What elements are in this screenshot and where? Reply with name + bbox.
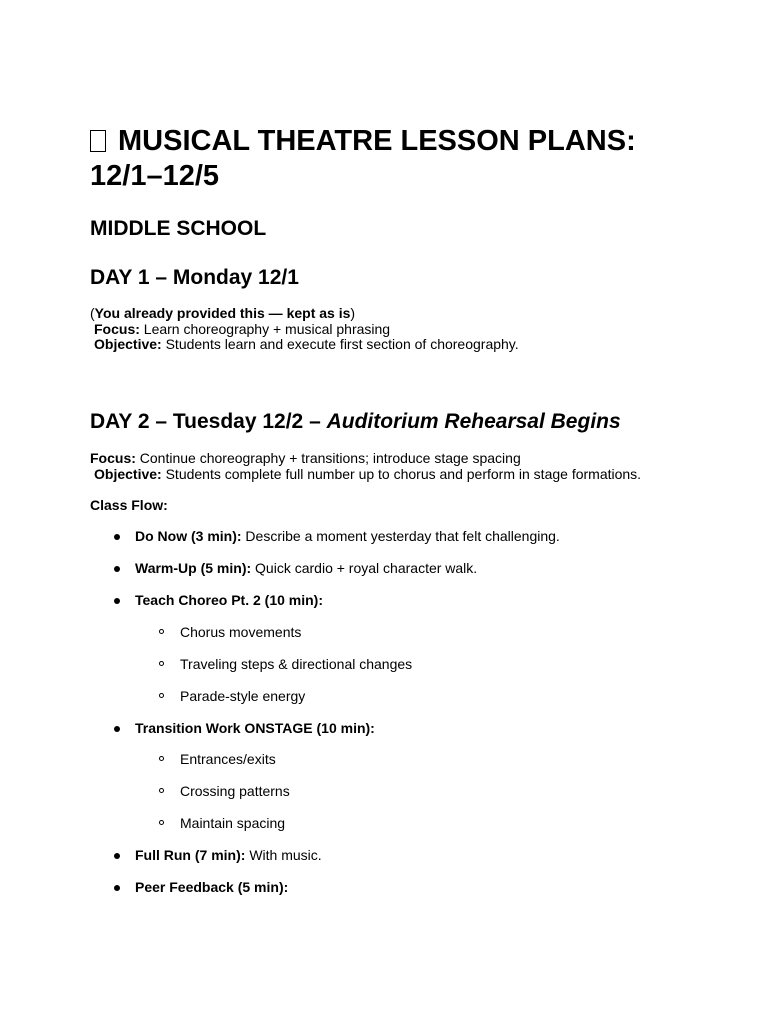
day2-heading-italic: Auditorium Rehearsal Begins xyxy=(326,410,621,433)
day1-objective-text: Students learn and execute first section of choreography. xyxy=(161,336,519,352)
hollow-bullet-icon xyxy=(159,693,164,698)
hollow-bullet-icon xyxy=(159,756,164,761)
hollow-bullet-icon xyxy=(159,788,164,793)
bullet-icon xyxy=(114,566,120,572)
day2-heading xyxy=(90,409,621,435)
list-item-detail: Quick cardio + royal character walk. xyxy=(251,560,478,576)
day1-heading: DAY 1 – Monday 12/1 xyxy=(90,266,299,289)
day1-objective xyxy=(94,336,519,352)
list-item-detail: With music. xyxy=(245,847,322,863)
sub-list-item-text: Crossing patterns xyxy=(180,783,290,799)
bullet-icon xyxy=(114,598,120,604)
sub-list-item-text: Parade-style energy xyxy=(180,688,306,704)
day2-heading-plain: DAY 2 – Tuesday 12/2 – xyxy=(90,410,327,433)
list-item-text xyxy=(135,720,375,736)
day1-note xyxy=(90,305,355,321)
day2-objective xyxy=(94,466,641,482)
list-item-label: Do Now (3 min): xyxy=(135,528,242,544)
bullet-icon xyxy=(114,534,120,540)
day1-note-close: ) xyxy=(350,305,356,321)
list-item-text xyxy=(135,592,323,608)
page-title xyxy=(90,124,700,194)
bullet-icon xyxy=(114,853,120,859)
day1-focus xyxy=(94,321,390,337)
day1-objective-label: Objective: xyxy=(94,336,162,352)
day1-focus-text: Learn choreography + musical phrasing xyxy=(139,321,391,337)
list-item-label: Full Run (7 min): xyxy=(135,847,246,863)
class-flow-label-text: Class Flow: xyxy=(90,497,168,513)
sub-list-item-text: Maintain spacing xyxy=(180,815,286,831)
day1-note-bold: You already provided this — kept as is xyxy=(94,305,351,321)
day2-objective-text: Students complete full number up to chorus and perform in stage formations. xyxy=(161,466,642,482)
day2-focus-text: Continue choreography + transitions; introduce stage spacing xyxy=(135,450,521,466)
list-item-label: Transition Work ONSTAGE (10 min): xyxy=(135,720,375,736)
title-line-1: MUSICAL THEATRE LESSON PLANS: xyxy=(118,125,636,157)
sub-list-item-text: Entrances/exits xyxy=(180,751,276,767)
hollow-bullet-icon xyxy=(159,629,164,634)
list-item-text xyxy=(135,879,288,895)
day2-focus xyxy=(90,450,521,466)
list-item-detail: Describe a moment yesterday that felt challenging. xyxy=(241,528,560,544)
day1-focus-label: Focus: xyxy=(94,321,140,337)
sub-list-item-text: Chorus movements xyxy=(180,624,302,640)
list-item-label: Warm-Up (5 min): xyxy=(135,560,252,576)
hollow-bullet-icon xyxy=(159,661,164,666)
day2-objective-label: Objective: xyxy=(94,466,162,482)
bullet-icon xyxy=(114,726,120,732)
list-item-text xyxy=(135,528,560,544)
section-heading: MIDDLE SCHOOL xyxy=(90,217,267,240)
list-item-label: Teach Choreo Pt. 2 (10 min): xyxy=(135,592,323,608)
title-line-2: 12/1–12/5 xyxy=(90,160,220,192)
hollow-bullet-icon xyxy=(159,820,164,825)
list-item-text xyxy=(135,847,322,863)
unrendered-glyph-icon xyxy=(90,130,106,152)
class-flow-label xyxy=(90,497,168,513)
day2-focus-label: Focus: xyxy=(90,450,136,466)
list-item-label: Peer Feedback (5 min): xyxy=(135,879,289,895)
day1-note-open: ( xyxy=(90,305,95,321)
sub-list-item-text: Traveling steps & directional changes xyxy=(180,656,413,672)
bullet-icon xyxy=(114,885,120,891)
list-item-text xyxy=(135,560,477,576)
